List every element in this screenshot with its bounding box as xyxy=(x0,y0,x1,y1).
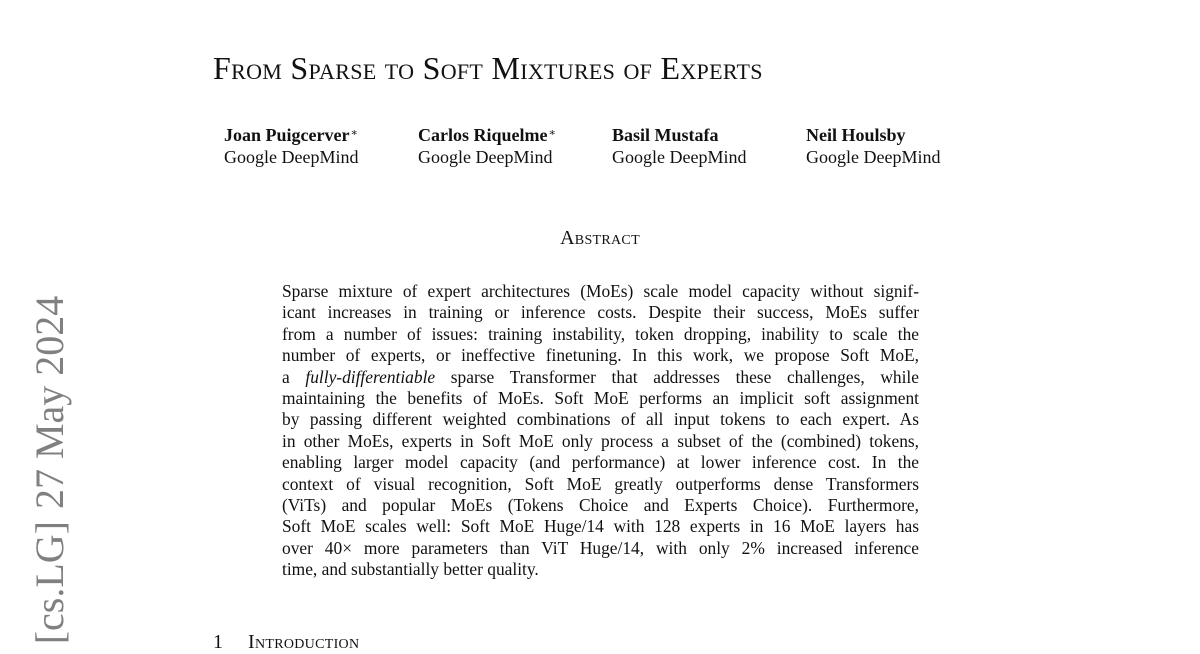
author-block xyxy=(418,124,556,168)
abstract-body xyxy=(282,281,919,581)
author-name xyxy=(806,124,940,146)
abstract-line xyxy=(282,495,919,516)
arxiv-date: 27 May 2024 xyxy=(27,295,72,510)
author-name xyxy=(224,124,358,146)
abstract-line xyxy=(282,516,919,537)
author-name-text: Basil Mustafa xyxy=(612,125,719,145)
author-affiliation: Google DeepMind xyxy=(806,147,941,167)
author-name-text: Joan Puigcerver xyxy=(224,125,350,145)
abstract-text: Soft MoE scales well: Soft MoE Huge/14 with 128 experts in 16 MoE layers has xyxy=(282,516,919,537)
abstract-text: from a number of issues: training instability, token dropping, inability to scale the xyxy=(282,323,919,344)
section-number: 1 xyxy=(213,631,223,653)
abstract-text: a xyxy=(282,366,306,387)
abstract-text: maintaining the benefits of MoEs. Soft MoE performs an implicit soft assignment xyxy=(282,388,919,409)
arxiv-stamp xyxy=(28,296,72,645)
abstract-text: time, and substantially better quality. xyxy=(282,559,539,580)
author-block xyxy=(612,124,746,168)
abstract-text: by passing different weighted combinations of all input tokens to each expert. As xyxy=(282,409,919,430)
author-affiliation: Google DeepMind xyxy=(612,147,747,167)
author-block xyxy=(806,124,940,168)
abstract-text: icant increases in training or inference costs. Despite their success, MoEs suffer xyxy=(282,302,919,323)
abstract-text: Sparse mixture of expert architectures (MoEs) scale model capacity without signif- xyxy=(282,281,919,301)
abstract-line xyxy=(282,452,919,473)
equal-contribution-mark: ∗ xyxy=(350,127,358,139)
abstract-line xyxy=(282,281,919,302)
abstract-line xyxy=(282,538,919,559)
abstract-line xyxy=(282,345,919,366)
abstract-text: context of visual recognition, Soft MoE greatly outperforms dense Transformers xyxy=(282,473,919,494)
abstract-text: sparse Transformer that addresses these challenges, while xyxy=(435,366,919,387)
author-name xyxy=(612,124,746,146)
abstract-line xyxy=(282,388,919,409)
abstract-text: over 40× more parameters than ViT Huge/14, with only 2% increased inference xyxy=(282,537,919,558)
abstract-emphasis: fully-differentiable xyxy=(305,366,436,387)
abstract-text: number of experts, or ineffective finetuning. In this work, we propose Soft MoE, xyxy=(282,345,919,366)
author-block xyxy=(224,124,358,168)
abstract-line xyxy=(282,431,919,452)
author-name xyxy=(418,124,556,146)
abstract-line xyxy=(282,367,919,388)
abstract-heading: Abstract xyxy=(560,227,640,249)
author-affiliation: Google DeepMind xyxy=(418,147,553,167)
author-name-text: Carlos Riquelme xyxy=(418,125,548,145)
equal-contribution-mark: ∗ xyxy=(548,127,556,139)
abstract-text: (ViTs) and popular MoEs (Tokens Choice and Experts Choice). Furthermore, xyxy=(282,495,919,516)
arxiv-category: [cs.LG] xyxy=(27,521,72,645)
abstract-line xyxy=(282,559,919,580)
abstract-line xyxy=(282,324,919,345)
section-title: Introduction xyxy=(248,631,360,653)
abstract-line xyxy=(282,474,919,495)
abstract-line xyxy=(282,302,919,323)
abstract-text: in other MoEs, experts in Soft MoE only process a subset of the (combined) tokens, xyxy=(282,430,919,451)
abstract-line xyxy=(282,409,919,430)
paper-title: From Sparse to Soft Mixtures of Experts xyxy=(213,50,763,86)
author-name-text: Neil Houlsby xyxy=(806,125,906,145)
abstract-text: enabling larger model capacity (and performance) at lower inference cost. In the xyxy=(282,452,919,473)
author-affiliation: Google DeepMind xyxy=(224,147,359,167)
section-heading xyxy=(213,630,359,654)
